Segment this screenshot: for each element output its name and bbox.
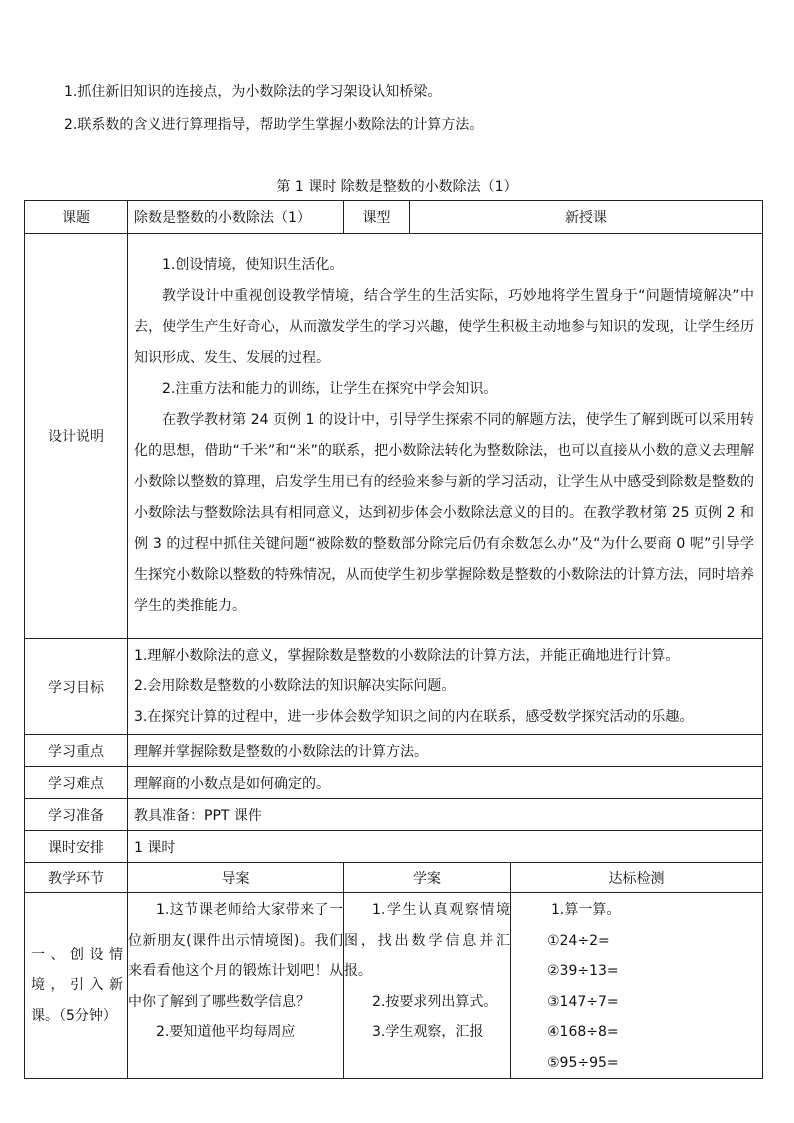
stage-1-check: [511, 893, 763, 1079]
stage-1-name: 一、创设情境，引入新课。（5分钟）: [25, 893, 128, 1079]
table-row: [25, 735, 763, 767]
table-row: [25, 831, 763, 863]
topic-label: 课题: [25, 201, 128, 234]
study-paragraph: 1.学生认真观察情境图，找出数学信息并汇报。: [344, 902, 510, 979]
check-item: ②39÷13=: [547, 963, 619, 979]
check-item: 1.算一算。: [551, 902, 621, 918]
design-paragraph: 教学设计中重视创设教学情境，结合学生的生活实际，巧妙地将学生置身于“问题情境解决”中去，使学生产生好奇心，从而激发学生的学习兴趣，使学生积极主动地参与知识的发现，让学生经历知识形成、发生、发展的过程。: [134, 288, 754, 366]
study-paragraph: 3.学生观察，汇报: [372, 1024, 484, 1040]
lesson-plan-table: [24, 200, 763, 1079]
design-label: 设计说明: [25, 234, 128, 639]
preparation-value: 教具准备：PPT 课件: [128, 799, 763, 831]
header-check: 达标检测: [511, 863, 763, 893]
schedule-label: 课时安排: [25, 831, 128, 863]
goals-label: 学习目标: [25, 639, 128, 735]
goals-content: [128, 639, 763, 735]
header-guide: 导案: [128, 863, 344, 893]
design-paragraph: 1.创设情境，使知识生活化。: [162, 257, 344, 273]
difficulty-value: 理解商的小数点是如何确定的。: [128, 767, 763, 799]
check-item: ⑤95÷95=: [547, 1054, 619, 1071]
type-label: 课型: [344, 201, 410, 234]
table-row: [25, 893, 763, 1079]
stage-1-guide: [128, 893, 344, 1079]
stage-1-study: [344, 893, 511, 1079]
check-item: ④168÷8=: [547, 1024, 619, 1040]
design-paragraph: 2.注重方法和能力的训练，让学生在探究中学会知识。: [162, 381, 498, 397]
type-value: 新授课: [410, 201, 763, 234]
design-paragraph: 在教学教材第 24 页例 1 的设计中，引导学生探索不同的解题方法，使学生了解到既可以采用转化的思想，借助“千米”和“米”的联系，把小数除法转化为整数除法，也可以直接从小数的意义去理解小数除以整数的算理，启发学生用已有的经验来参与新的学习活动，让学生从中感受到除数是整数的小数除法与整数除法具有相同意义，达到初步体会小数除法意义的目的。在教学教材第 25 页例 2 和例 3 的过程中抓住关键问题“被除数的整数部分除完后仍有余数怎么办”及“为什么要商 0 呢”引导学生探究小数除以整数的特殊情况，从而使学生初步掌握除数是整数的小数除法的计算方法，同时培养学生的类推能力。: [134, 412, 754, 614]
table-row: [25, 767, 763, 799]
guide-paragraph: 1.这节课老师给大家带来了一位新朋友(课件出示情境图)。我们来看看他这个月的锻炼计划吧！从中你了解到了哪些数学信息？: [128, 902, 343, 1010]
table-row: [25, 234, 763, 639]
goal-item: 2.会用除数是整数的小数除法的知识解决实际问题。: [134, 678, 456, 695]
design-content: [128, 234, 763, 639]
key-point-value: 理解并掌握除数是整数的小数除法的计算方法。: [128, 735, 763, 767]
check-item: ③147÷7=: [547, 993, 619, 1010]
table-row: [25, 201, 763, 234]
guide-paragraph: 2.要知道他平均每周应: [156, 1024, 296, 1040]
key-point-label: 学习重点: [25, 735, 128, 767]
check-item: ①24÷2=: [547, 932, 610, 949]
header-stage: 教学环节: [25, 863, 128, 893]
header-study: 学案: [344, 863, 511, 893]
intro-line-1: 1.抓住新旧知识的连接点，为小数除法的学习架设认知桥梁。: [64, 84, 442, 100]
lesson-title: 第 1 课时 除数是整数的小数除法（1）: [276, 179, 518, 195]
table-header-row: [25, 863, 763, 893]
intro-line-2: 2.联系数的含义进行算理指导，帮助学生掌握小数除法的计算方法。: [64, 117, 484, 133]
schedule-value: 1 课时: [128, 831, 763, 863]
difficulty-label: 学习难点: [25, 767, 128, 799]
goal-item: 3.在探究计算的过程中，进一步体会数学知识之间的内在联系，感受数学探究活动的乐趣。: [134, 708, 694, 725]
goal-item: 1.理解小数除法的意义，掌握除数是整数的小数除法的计算方法，并能正确地进行计算。: [134, 647, 680, 664]
topic-value: 除数是整数的小数除法（1）: [128, 201, 344, 234]
preparation-label: 学习准备: [25, 799, 128, 831]
table-row: [25, 639, 763, 735]
study-paragraph: 2.按要求列出算式。: [372, 993, 498, 1010]
table-row: [25, 799, 763, 831]
